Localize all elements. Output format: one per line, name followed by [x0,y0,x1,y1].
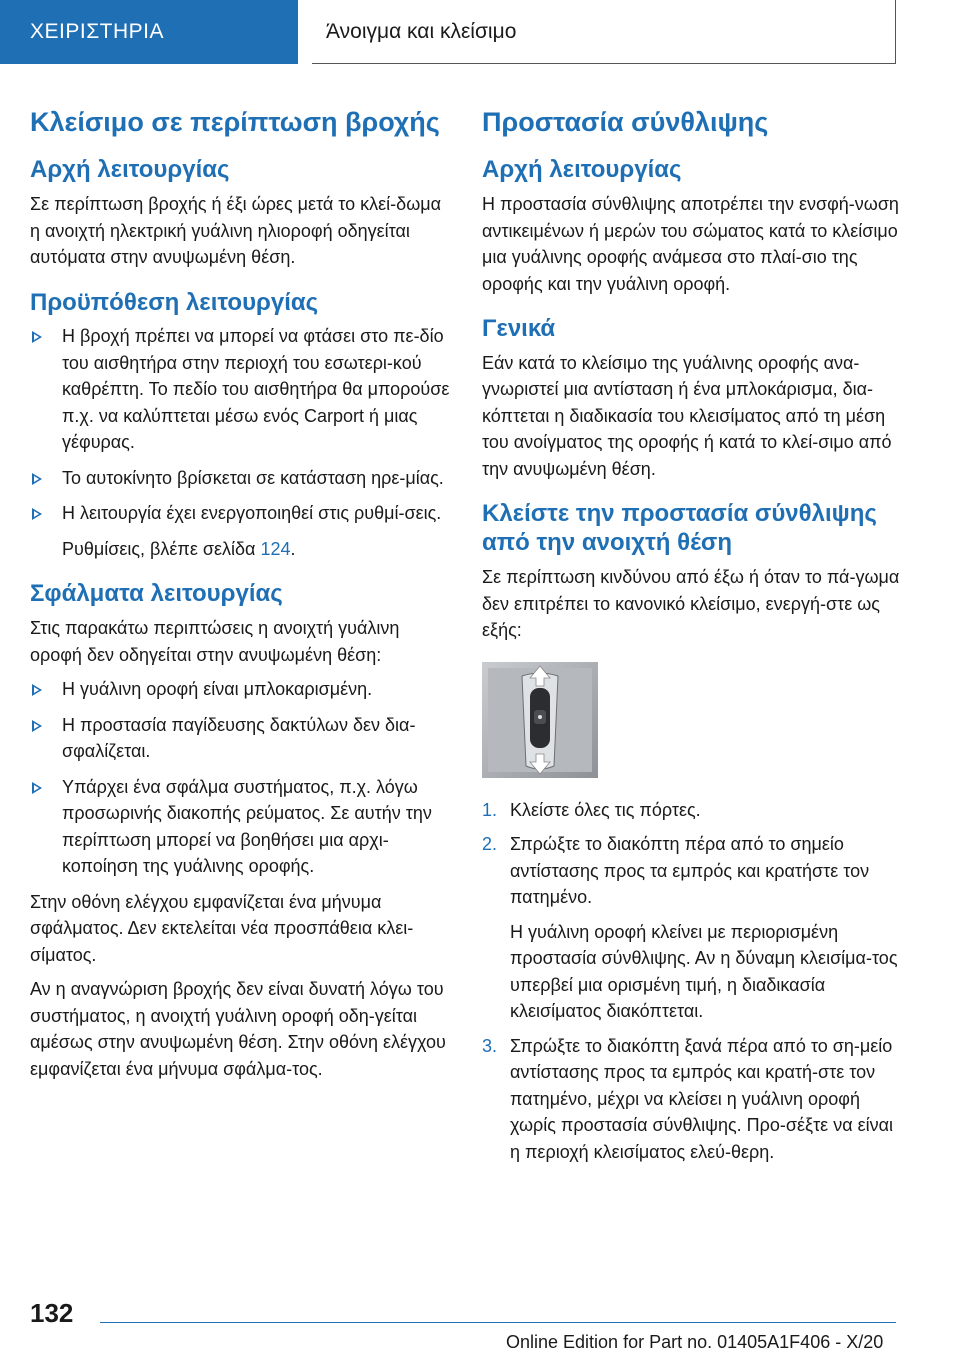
prerequisite-list [30,323,450,527]
left-column [30,96,450,1090]
heading-malfunctions: Σφάλματα λειτουργίας [30,580,283,608]
principle-text: Σε περίπτωση βροχής ή έξι ώρες μετά το κλεί-δωμα η ανοιχτή ηλεκτρική γυάλινη ηλιοροφή οδηγείται αυτόματα στην ανυψωμένη θέση. [30,194,442,268]
list-item: Η λειτουργία έχει ενεργοποιηθεί στις ρυθμί-σεις. [30,500,450,527]
heading-principle: Αρχή λειτουργίας [30,156,230,184]
page-header [312,0,896,64]
chapter-title: Άνοιγμα και κλείσιμο [326,19,517,43]
list-item: Η προστασία παγίδευσης δακτύλων δεν δια-σφαλίζεται. [30,712,450,765]
step-1: 1. Κλείστε όλες τις πόρτες. [482,799,701,820]
list-item: Η βροχή πρέπει να μπορεί να φτάσει στο πε-δίο του αισθητήρα στην περιοχή του εσωτερι-κού καθρέπτη. Το πεδίο του αισθητήρα θα μπορούσε π.χ. να καλύπτεται μέσω ενός Carport ή μιας γέφυρας. [30,323,450,456]
steps-list [482,797,902,1166]
heading-rain-closing: Κλείσιμο σε περίπτωση βροχής [30,107,440,137]
triangle-bullet-icon [32,508,42,520]
heading-principle: Αρχή λειτουργίας [482,156,682,184]
page-number: 132 [30,1298,74,1328]
list-item: Το αυτοκίνητο βρίσκεται σε κατάσταση ηρε-μίας. [30,465,450,492]
section-tab [0,0,298,64]
right-column [482,96,902,1173]
roof-switch-illustration [482,662,598,778]
heading-close-without-protection: Κλείστε την προστασία σύνθλιψης από την ανοιχτή θέση [482,500,877,557]
triangle-bullet-icon [32,782,42,794]
heading-prerequisite: Προϋπόθεση λειτουργίας [30,288,319,316]
list-item: Η γυάλινη οροφή είναι μπλοκαρισμένη. [30,676,450,703]
malfunctions-list [30,676,450,880]
page-link-124[interactable]: 124 [260,538,291,559]
close-intro: Σε περίπτωση κινδύνου από έξω ή όταν το πά-γωμα δεν επιτρέπει το κανονικό κλείσιμο, ενεργή-στε ως εξής: [482,567,900,641]
malfunctions-intro: Στις παρακάτω περιπτώσεις η ανοιχτή γυάλινη οροφή δεν οδηγείται στην ανυψωμένη θέση: [30,618,400,665]
settings-reference: Ρυθμίσεις, βλέπε σελίδα 124. [62,538,296,559]
section-label: ΧΕΙΡΙΣΤΗΡΙΑ [30,20,165,43]
footer-divider [100,1322,896,1323]
edition-info: Online Edition for Part no. 01405A1F406 - X/20 [506,1332,884,1352]
heading-pinch-protection: Προστασία σύνθλιψης [482,107,769,137]
step-2-note: Η γυάλινη οροφή κλείνει με περιορισμένη προστασία σύνθλιψης. Αν η δύναμη κλεισίμα-τος υπερβεί μια ορισμένη τιμή, η διαδικασία κλεισίματος διακόπτεται. [510,921,898,1022]
step-3: 3. Σπρώξτε το διακόπτη ξανά πέρα από το ση-μείο αντίστασης προς τα εμπρός και κρατή-στε τον πατημένο, μέχρι να κλείσει η γυάλινη οροφή χωρίς προστασία σύνθλιψης. Προ-σέξτε να είναι η περιοχή κλεισίματος ελεύ-θερη. [482,1035,894,1162]
pinch-principle-text: Η προστασία σύνθλιψης αποτρέπει την ενσφή-νωση αντικειμένων ή μερών του σώματος κατά το κλείσιμο μια γυάλινης οροφής ανάμεσα στο πλαί-σιο της οροφής και την γυάλινη οροφή. [482,194,899,294]
error-message-text: Στην οθόνη ελέγχου εμφανίζεται ένα μήνυμα σφάλματος. Δεν εκτελείται νέα προσπάθεια κλει-σίματος. [30,891,414,965]
general-text: Εάν κατά το κλείσιμο της γυάλινης οροφής ανα-γνωριστεί μια αντίσταση ή ένα μπλοκάρισμα, δια-κόπτεται η διαδικασία του κλεισίματος από τη μέση του ανοίγματος της οροφής ή κατά το κλεί-σιμο από την ανυψωμένη θέση. [482,352,892,479]
triangle-bullet-icon [32,720,42,732]
list-item: Υπάρχει ένα σφάλμα συστήματος, π.χ. λόγω προσωρινής διακοπής ρεύματος. Σε αυτήν την περίπτωση μπορεί να βοηθήσει μια αρχι-κοποίηση της γυάλινης οροφής. [30,774,450,880]
triangle-bullet-icon [32,684,42,696]
triangle-bullet-icon [32,331,42,343]
step-2: 2. Σπρώξτε το διακόπτη πέρα από το σημείο αντίστασης προς τα εμπρός και κρατήστε τον πατημένο. Η γυάλινη οροφή κλείνει με περιορισμένη προστασία σύνθλιψης. Αν η δύναμη κλεισίμα-τος υπερβεί μια ορισμένη τιμή, η διαδικασία κλεισίματος διακόπτεται. [482,831,902,1025]
triangle-bullet-icon [32,473,42,485]
rain-detection-text: Αν η αναγνώριση βροχής δεν είναι δυνατή λόγω του συστήματος, η ανοιχτή γυάλινη οροφή οδη-γείται αμέσως στην ανυψωμένη θέση. Στην οθόνη ελέγχου εμφανίζεται ένα μήνυμα σφάλμα-τος. [30,979,446,1079]
heading-general: Γενικά [482,315,556,343]
